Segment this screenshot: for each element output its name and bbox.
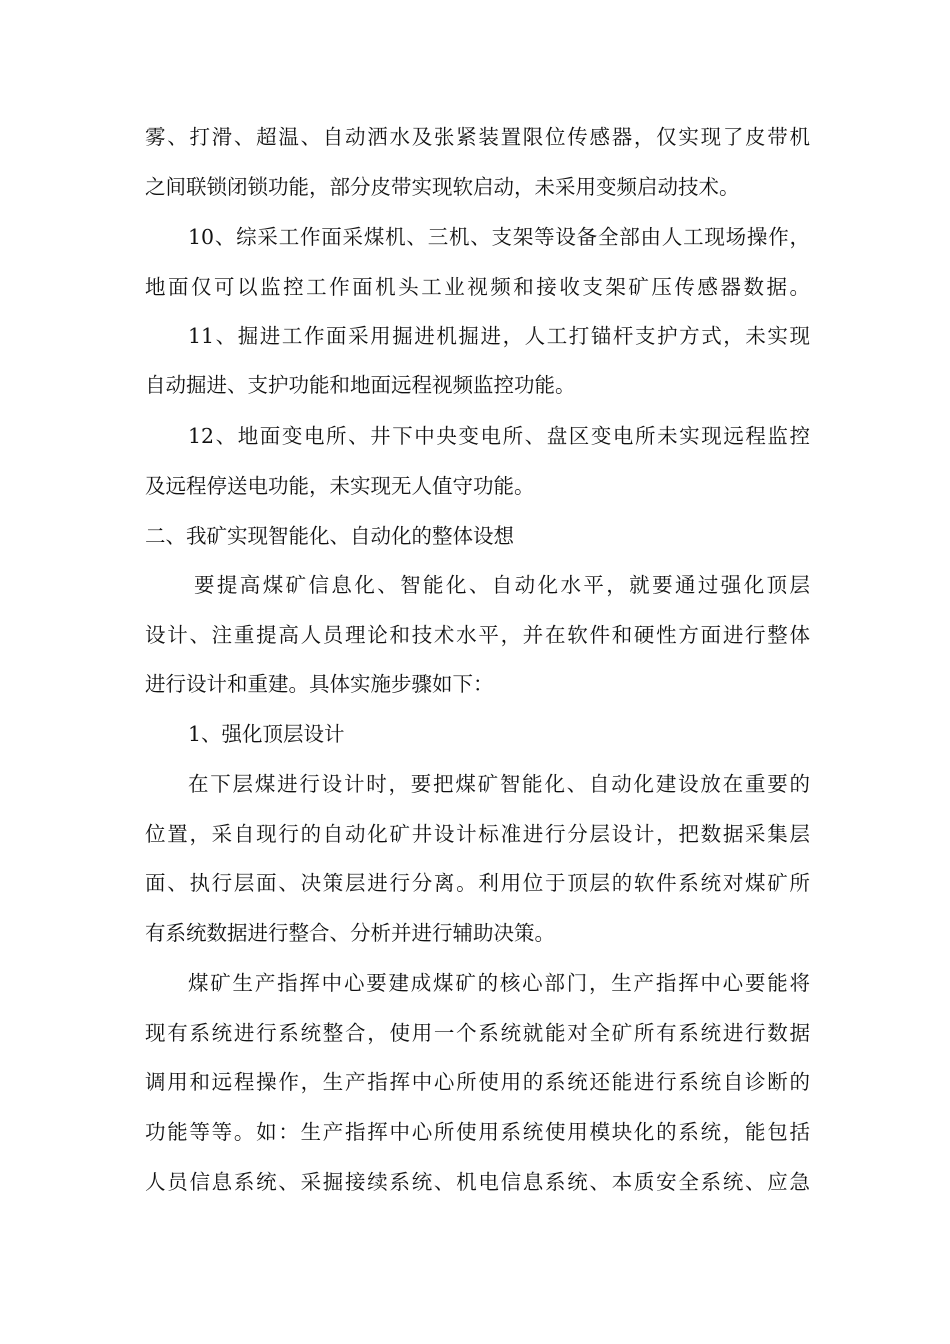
text-line: 设计、注重提高人员理论和技术水平，并在软件和硬性方面进行整体 [145,623,810,647]
text-line: 煤矿生产指挥中心要建成煤矿的核心部门，生产指挥中心要能将 [188,971,810,995]
text-line: 功能等等。如：生产指挥中心所使用系统使用模块化的系统，能包括 [145,1120,810,1144]
text-line: 10、综采工作面采煤机、三机、支架等设备全部由人工现场操作， [188,225,810,249]
text-line: 位置，采自现行的自动化矿井设计标准进行分层设计，把数据采集层 [145,822,810,846]
text-line: 现有系统进行系统整合，使用一个系统就能对全矿所有系统进行数据 [145,1021,810,1045]
text-line: 地面仅可以监控工作面机头工业视频和接收支架矿压传感器数据。 [145,275,810,299]
section-heading: 二、我矿实现智能化、自动化的整体设想 [145,524,514,548]
text-line: 11、掘进工作面采用掘进机掘进，人工打锚杆支护方式，未实现 [188,324,810,348]
text-line: 之间联锁闭锁功能，部分皮带实现软启动，未采用变频启动技术。 [145,175,740,199]
text-line: 有系统数据进行整合、分析并进行辅助决策。 [145,921,555,945]
text-line: 雾、打滑、超温、自动洒水及张紧装置限位传感器，仅实现了皮带机 [145,125,810,149]
text-line: 要提高煤矿信息化、智能化、自动化水平，就要通过强化顶层 [194,573,810,597]
text-line: 在下层煤进行设计时，要把煤矿智能化、自动化建设放在重要的 [188,772,810,796]
text-line: 调用和远程操作，生产指挥中心所使用的系统还能进行系统自诊断的 [145,1070,810,1094]
text-line: 进行设计和重建。具体实施步骤如下： [145,672,494,696]
text-line: 人员信息系统、采掘接续系统、机电信息系统、本质安全系统、应急 [145,1170,810,1194]
text-line: 面、执行层面、决策层进行分离。利用位于顶层的软件系统对煤矿所 [145,871,810,895]
subsection-heading: 1、强化顶层设计 [188,722,345,746]
text-line: 12、地面变电所、井下中央变电所、盘区变电所未实现远程监控 [188,424,810,448]
text-line: 及远程停送电功能，未实现无人值守功能。 [145,474,535,498]
text-line: 自动掘进、支护功能和地面远程视频监控功能。 [145,373,576,397]
